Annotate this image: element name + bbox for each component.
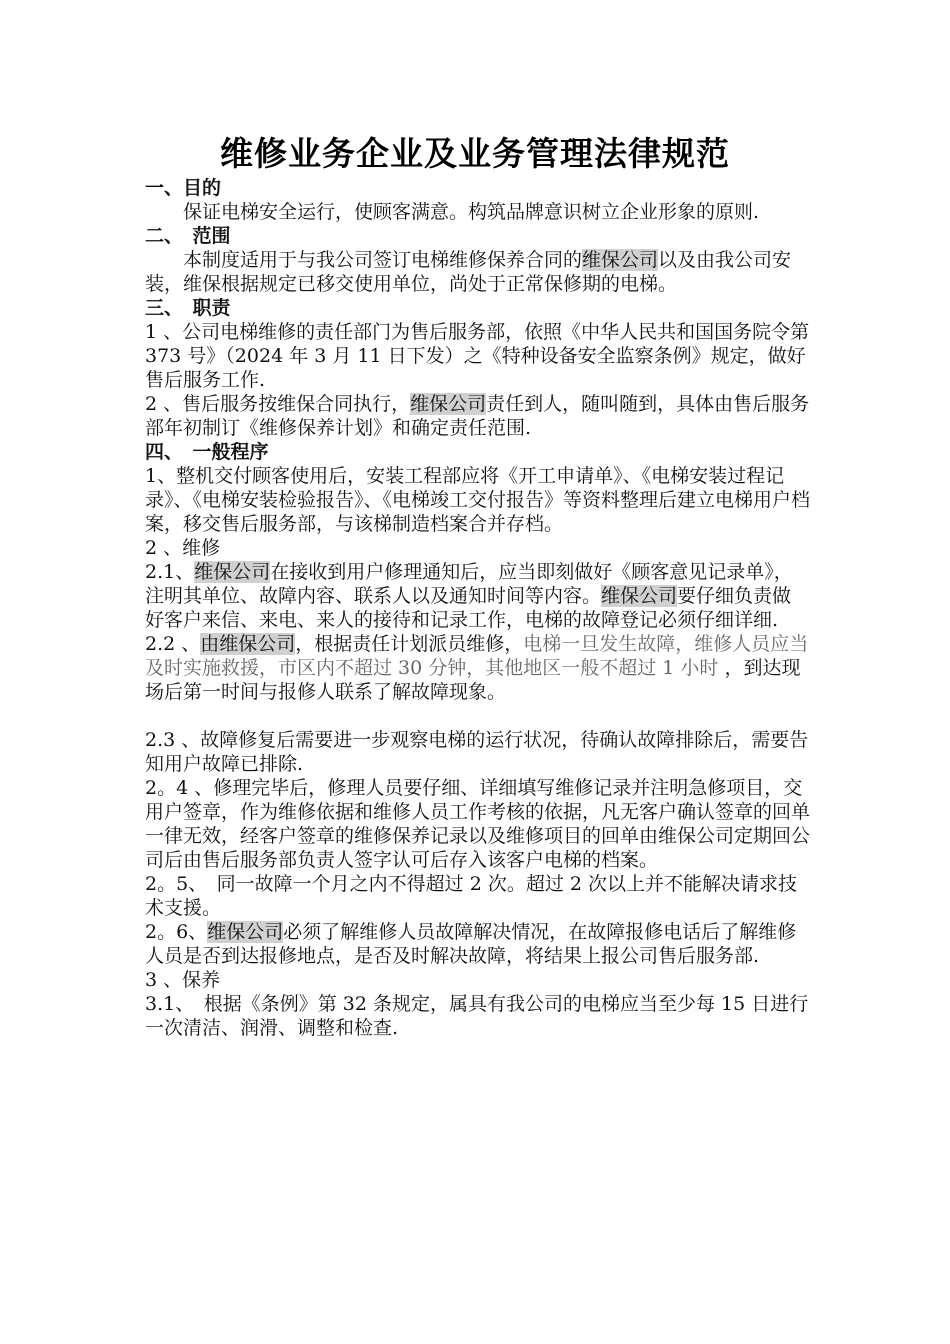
duties-item-1: 1 、公司电梯维修的责任部门为售后服务部，依照《中华人民共和国国务院令第 373 号》（2024 年 3 月 11 日下发）之《特种设备安全监察条例》规定，做好售后服务工作. (145, 321, 810, 391)
section-heading-purpose: 一、目的 (145, 177, 222, 199)
duties-item-2-a: 2 、售后服务按维保合同执行， (145, 393, 411, 415)
procedure-item-2-6 (145, 920, 810, 968)
scope-text (145, 248, 810, 296)
highlight-maintenance-company: 维保公司 (194, 561, 271, 583)
procedure-item-1: 1、整机交付顾客使用后，安装工程部应将《开工申请单》、《电梯安装过程记录》、《电梯安装检验报告》、《电梯竣工交付报告》等资料整理后建立电梯用户档案，移交售后服务部，与该梯制造档案合并存档。 (145, 465, 811, 535)
scope-text-b: 以及由我公司安装，维保根据规定已移交使用单位，尚处于正常保修期的电梯。 (145, 249, 792, 295)
duties-item-2-b: 责任到人，随叫随到，具体由售后服务部年初制订《维修保养计划》和确定责任范围. (145, 393, 810, 439)
section-heading-duties: 三、 职责 (145, 297, 231, 319)
procedure-item-2-1-c: 要仔细负责做好客户来信、来电、来人的接待和记录工作，电梯的故障登记必须仔细详细. (145, 585, 792, 631)
procedure-item-2-6-b: 必须了解维修人员故障解决情况，在故障报修电话后了解维修人员是否到达报修地点，是否及时解决故障，将结果上报公司售后服务部. (145, 921, 797, 967)
procedure-item-2-1 (145, 560, 810, 632)
highlight-maintenance-company: 维保公司 (410, 393, 487, 415)
procedure-item-2-2-b: ，根据责任计划派员维修， (295, 633, 524, 655)
procedure-item-2-2 (145, 632, 810, 704)
procedure-item-3: 3 、保养 (145, 969, 221, 991)
procedure-item-2-5: 2。5、 同一故障一个月之内不得超过 2 次。超过 2 次以上并不能解决请求技术支援。 (145, 873, 798, 919)
page-title: 维修业务企业及业务管理法律规范 (220, 134, 730, 173)
document-body (145, 176, 810, 1040)
duties-item-2 (145, 392, 810, 440)
highlight-maintenance-company: 由维保公司 (200, 633, 296, 655)
procedure-item-2-1-b: 在接收到用户修理通知后，应当即刻做好《顾客意见记录单》，注明其单位、故障内容、联系人以及通知时间等内容。 (145, 561, 793, 607)
procedure-item-2-2-c: ，到达现场后第一时间与报修人联系了解故障现象。 (145, 657, 801, 703)
blank-line (145, 704, 810, 728)
procedure-item-2: 2 、维修 (145, 537, 221, 559)
section-heading-procedure: 四、 一般程序 (145, 441, 269, 463)
highlight-maintenance-company: 维保公司 (601, 585, 678, 607)
procedure-item-2-2-a: 2.2 、 (145, 633, 201, 655)
procedure-item-2-2-gray: 电梯一旦发生故障，维修人员应当及时实施救援，市区内不超过 30 分钟，其他地区一般不超过 1 小时 (145, 633, 809, 679)
procedure-item-2-4: 2。4 、修理完毕后，修理人员要仔细、详细填写维修记录并注明急修项目，交用户签章，作为维修依据和维修人员工作考核的依据，凡无客户确认签章的回单一律无效，经客户签章的维修保养记录以及维修项目的回单由维保公司定期回公司后由售后服务部负责人签字认可后存入该客户电梯的档案。 (145, 777, 811, 871)
highlight-maintenance-company: 维保公司 (582, 249, 659, 271)
procedure-item-2-1-a: 2.1、 (145, 561, 195, 583)
scope-text-a: 本制度适用于与我公司签订电梯维修保养合同的 (183, 249, 583, 271)
procedure-item-2-6-a: 2。6、 (145, 921, 208, 943)
purpose-text: 保证电梯安全运行，使顾客满意。构筑品牌意识树立企业形象的原则. (183, 201, 760, 223)
procedure-item-2-3: 2.3 、故障修复后需要进一步观察电梯的运行状况，待确认故障排除后，需要告知用户故障已排除. (145, 729, 809, 775)
section-heading-scope: 二、 范围 (145, 225, 231, 247)
highlight-maintenance-company: 维保公司 (207, 921, 284, 943)
procedure-item-3-1: 3.1、 根据《条例》第 32 条规定，属具有我公司的电梯应当至少每 15 日进行一次清洁、润滑、调整和检查. (145, 993, 809, 1039)
